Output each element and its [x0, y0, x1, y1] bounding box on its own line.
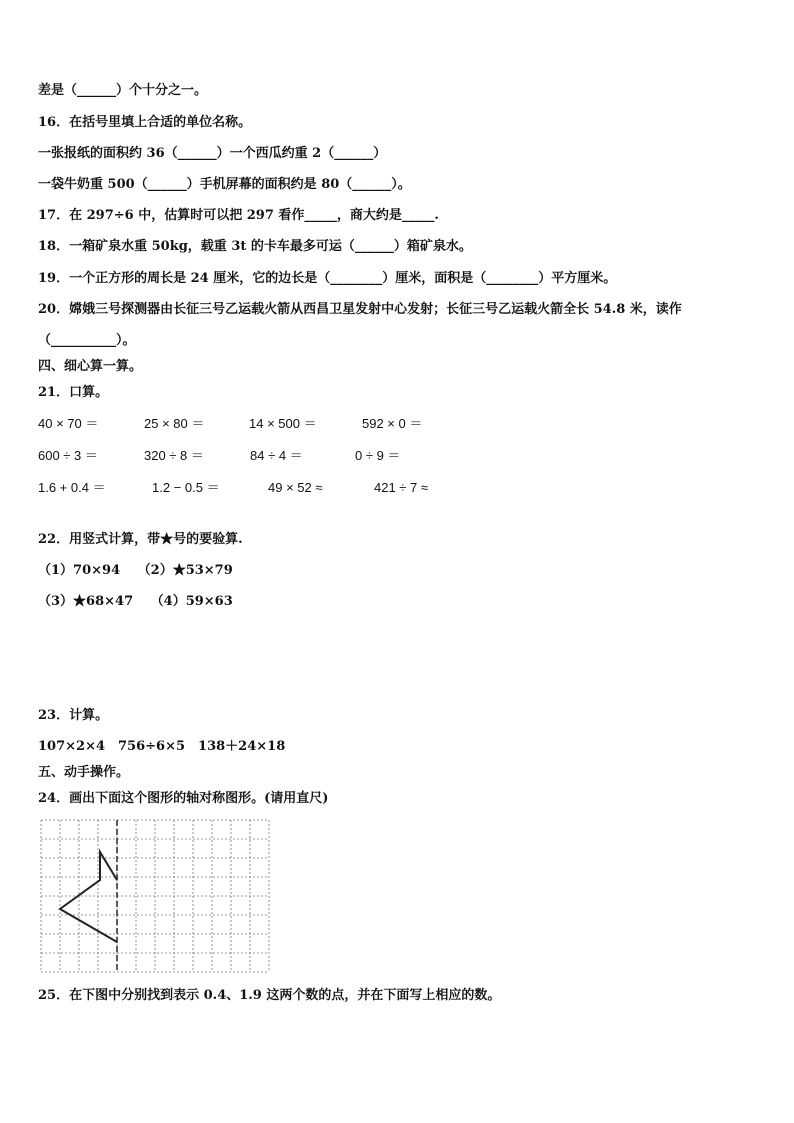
oral-calc-item: 25 × 80 ＝: [144, 416, 205, 431]
question-22: 22．用竖式计算，带★号的要验算.: [38, 532, 243, 547]
oral-calc-item: 421 ÷ 7 ≈: [374, 480, 429, 495]
oral-calc-item: 40 × 70 ＝: [38, 416, 99, 431]
question-20: 20．嫦娥三号探测器由长征三号乙运载火箭从西昌卫星发射中心发射；长征三号乙运载火箭全长 54.8 米，读作: [38, 302, 682, 317]
question-19: 19．一个正方形的周长是 24 厘米，它的边长是（________）厘米，面积是（________）平方厘米。: [38, 271, 617, 286]
oral-calc-item: 14 × 500 ＝: [249, 416, 317, 431]
question-22-row-1: （1）70×94 （2）★53×79: [38, 563, 233, 578]
question-17: 17．在 297÷6 中，估算时可以把 297 看作_____，商大约是_____.: [38, 208, 439, 223]
section-4-heading: 四、细心算一算。: [38, 359, 143, 374]
question-25: 25．在下图中分别找到表示 0.4、1.9 这两个数的点，并在下面写上相应的数。: [38, 988, 501, 1003]
question-20-answer: （__________）。: [38, 333, 136, 348]
oral-calc-item: 49 × 52 ≈: [268, 480, 323, 495]
half-figure: [60, 852, 117, 942]
question-23: 23．计算。: [38, 708, 109, 723]
symmetry-grid: [40, 818, 276, 974]
question-23-expressions: 107×2×4 756÷6×5 138＋24×18: [38, 739, 286, 754]
oral-calc-item: 84 ÷ 4 ＝: [250, 448, 303, 463]
question-24: 24．画出下面这个图形的轴对称图形。(请用直尺): [38, 791, 329, 806]
question-16-line-1: 一张报纸的面积约 36（______）一个西瓜约重 2（______）: [38, 146, 387, 161]
question-16: 16．在括号里填上合适的单位名称。: [38, 115, 252, 130]
question-22-row-2: （3）★68×47 （4）59×63: [38, 594, 233, 609]
oral-calc-item: 1.6 + 0.4 ＝: [38, 480, 106, 495]
oral-calc-item: 600 ÷ 3 ＝: [38, 448, 98, 463]
question-15-tail: 差是（______）个十分之一。: [38, 83, 208, 98]
question-16-line-2: 一袋牛奶重 500（______）手机屏幕的面积约是 80（______）。: [38, 177, 411, 192]
oral-calc-item: 320 ÷ 8 ＝: [144, 448, 204, 463]
oral-calc-item: 0 ÷ 9 ＝: [355, 448, 401, 463]
section-5-heading: 五、动手操作。: [38, 765, 130, 780]
oral-calc-item: 592 × 0 ＝: [362, 416, 423, 431]
question-18: 18．一箱矿泉水重 50kg，载重 3t 的卡车最多可运（______）箱矿泉水。: [38, 239, 472, 254]
question-21: 21．口算。: [38, 385, 109, 400]
oral-calc-item: 1.2 − 0.5 ＝: [152, 480, 220, 495]
